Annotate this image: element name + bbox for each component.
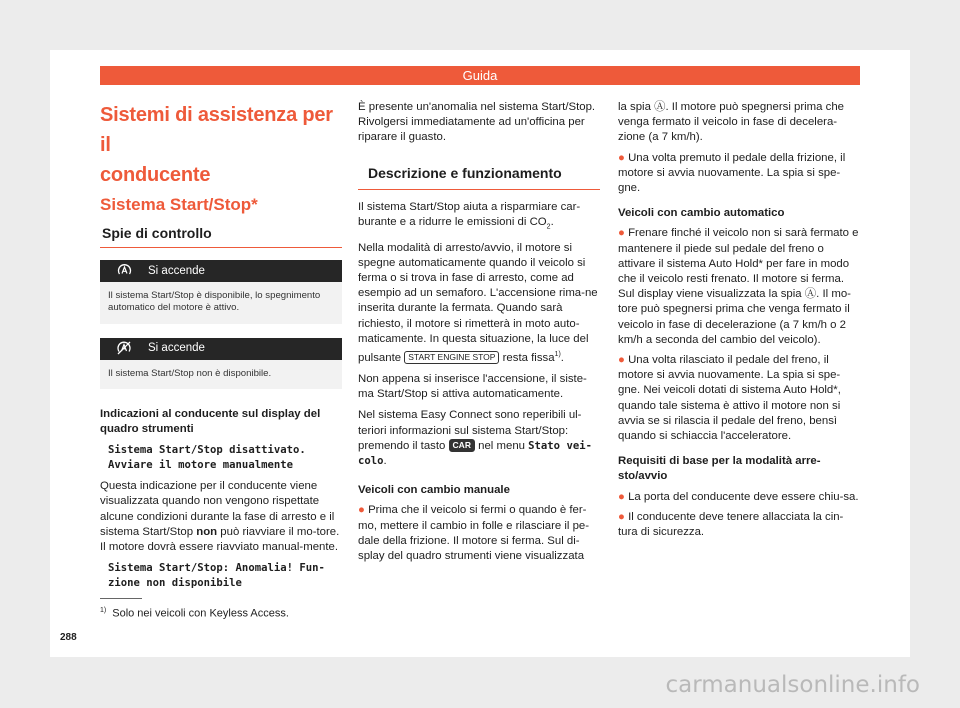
text: Il sistema Start/Stop aiuta a risparmiare car-burante e a ridurre le emissioni di CO	[358, 200, 581, 229]
page-number: 288	[60, 632, 77, 643]
section-heading-warning-lamps: Spie di controllo	[100, 226, 342, 248]
list-item	[618, 490, 860, 505]
text: .	[560, 351, 564, 364]
text: può riavviare il mo-tore. Il motore dovrà essere riavviato manual-mente.	[100, 525, 340, 554]
list-item	[618, 510, 860, 540]
column-1	[100, 100, 342, 591]
footnote-divider	[100, 598, 142, 599]
list-item	[618, 353, 860, 444]
bullet-icon: ●	[618, 354, 625, 367]
start-stop-a-icon	[100, 263, 148, 279]
subtitle: Sistema Start/Stop*	[100, 195, 258, 214]
title-line-2: conducente	[100, 164, 211, 186]
bullet-icon: ●	[618, 510, 625, 523]
lamp-description: Il sistema Start/Stop è disponibile, lo spegnimento automatico del motore è attivo.	[108, 290, 321, 314]
text: Una volta rilasciato il pedale del freno, il motore si avvia nuovamente. La spia si spe-gne. Nei veicoli dotati di sistema Auto Hold*, quando tale sistema è attivo il motore non si avvia se si rilascia il pedale del freno, bensì quando si schiaccia l'acceleratore.	[618, 354, 841, 443]
list-item	[618, 151, 860, 197]
display-messages-heading: Indicazioni al conducente sul display del quadro strumenti	[100, 407, 321, 436]
title-line-1: Sistemi di assistenza per il	[100, 104, 333, 156]
bullet-icon: ●	[618, 227, 625, 240]
paragraph-intro	[358, 200, 600, 235]
lamp-status: Si accende	[148, 264, 205, 277]
section-heading-description: Descrizione e funzionamento	[358, 166, 600, 190]
automatic-gearbox-heading: Veicoli con cambio automatico	[618, 207, 785, 220]
text: Una volta premuto il pedale della frizione, il motore si avvia nuovamente. La spia si spe-gne.	[618, 151, 846, 195]
message-line: Avviare il motore manualmente	[108, 459, 293, 472]
text: Nella modalità di arresto/avvio, il motore si spegne automaticamente quando il veicolo si ferma o si trova in fase di arresto, come ad esempio ad un semaforo. L'accensione rima-ne inserita durante la fermata. Quando sarà richiesto, il motore si rimetterà in moto auto-maticamente. In questa situazione, la luce del pulsante	[358, 241, 598, 364]
text: .	[550, 216, 554, 229]
paragraph-fault: È presente un'anomalia nel sistema Start/Stop. Rivolgersi immediatamente ad un'officina per riparare il guasto.	[358, 101, 596, 144]
text: Prima che il veicolo si fermi o quando è fer-mo, mettere il cambio in folle e rilasciare il pe-dale della frizione. Il motore si ferma. Sul di-splay del quadro strumenti viene visualizzata	[358, 504, 590, 562]
lamp-header	[100, 338, 342, 360]
footnote-ref: 1)	[554, 350, 561, 358]
lamp-box-unavailable	[100, 338, 342, 389]
paragraph-stop-start-mode	[358, 241, 600, 366]
message-line: zione non disponibile	[108, 577, 242, 590]
menu-name: Stato vei-colo	[358, 439, 592, 467]
bullet-icon: ●	[618, 151, 625, 164]
paragraph-easy-connect	[358, 408, 600, 469]
emphasis: non	[196, 525, 218, 538]
text: Il conducente deve tenere allacciata la cin-tura di sicurezza.	[618, 510, 844, 539]
footnote	[100, 607, 289, 620]
chapter-header: Guida	[100, 66, 860, 85]
lamp-status: Si accende	[148, 342, 205, 354]
paragraph-restart	[100, 479, 342, 555]
text: Frenare finché il veicolo non si sarà fermato e mantenere il piede sul pedale del freno o attivare il sistema Auto Hold* per fare in modo che il veicolo resti frenato. Il motore si ferma. Sul display viene visualizzata la spia Ⓐ. Il mo-tore può spegnersi prima che venga fermato il veicolo in fase di decelerazione (a 7 km/h o 2 km/h a seconda del cambio del veicolo).	[618, 227, 859, 346]
start-stop-a-crossed-icon	[100, 340, 148, 356]
requirements-heading: Requisiti di base per la modalità arre-sto/avvio	[618, 455, 821, 483]
paragraph-ignition: Non appena si inserisce l'accensione, il siste-ma Start/Stop si attiva automaticamente.	[358, 372, 587, 401]
column-3	[618, 100, 860, 540]
message-line: Sistema Start/Stop disattivato.	[108, 444, 306, 457]
manual-gearbox-heading: Veicoli con cambio manuale	[358, 484, 510, 497]
text: resta fissa	[499, 351, 555, 364]
lamp-description: Il sistema Start/Stop non è disponibile.	[108, 367, 272, 379]
display-message-1	[100, 443, 342, 473]
list-item	[358, 503, 600, 564]
text: nel menu	[474, 439, 529, 452]
lamp-box-available	[100, 260, 342, 323]
subscript: 2	[546, 223, 551, 231]
column-2	[358, 100, 600, 564]
message-line: Sistema Start/Stop: Anomalia! Fun-	[108, 562, 325, 575]
text: La porta del conducente deve essere chiu-sa.	[628, 490, 859, 503]
list-item	[618, 226, 860, 348]
lamp-header	[100, 260, 342, 282]
bullet-icon: ●	[358, 504, 365, 517]
watermark: carmanualsonline.info	[665, 672, 920, 698]
text: .	[383, 454, 387, 467]
footnote-text: Solo nei veicoli con Keyless Access.	[112, 607, 289, 620]
start-engine-stop-key: START ENGINE STOP	[404, 351, 499, 364]
text: Nel sistema Easy Connect sono reperibili ul-teriori informazioni sul sistema Start/Stop: premendo il tasto	[358, 409, 582, 452]
text: Questa indicazione per il conducente viene visualizzata quando non vengono rispettate alcune condizioni durante la fase di arresto e il sistema Start/Stop	[100, 480, 335, 538]
bullet-icon: ●	[618, 490, 625, 503]
paragraph-continued: la spia Ⓐ. Il motore può spegnersi prima che venga fermato il veicolo in fase di decelera-zione (a 7 km/h).	[618, 101, 845, 144]
display-message-2	[100, 561, 342, 591]
car-key: CAR	[449, 439, 475, 452]
footnote-mark: 1)	[100, 607, 107, 614]
page-title	[100, 100, 342, 190]
